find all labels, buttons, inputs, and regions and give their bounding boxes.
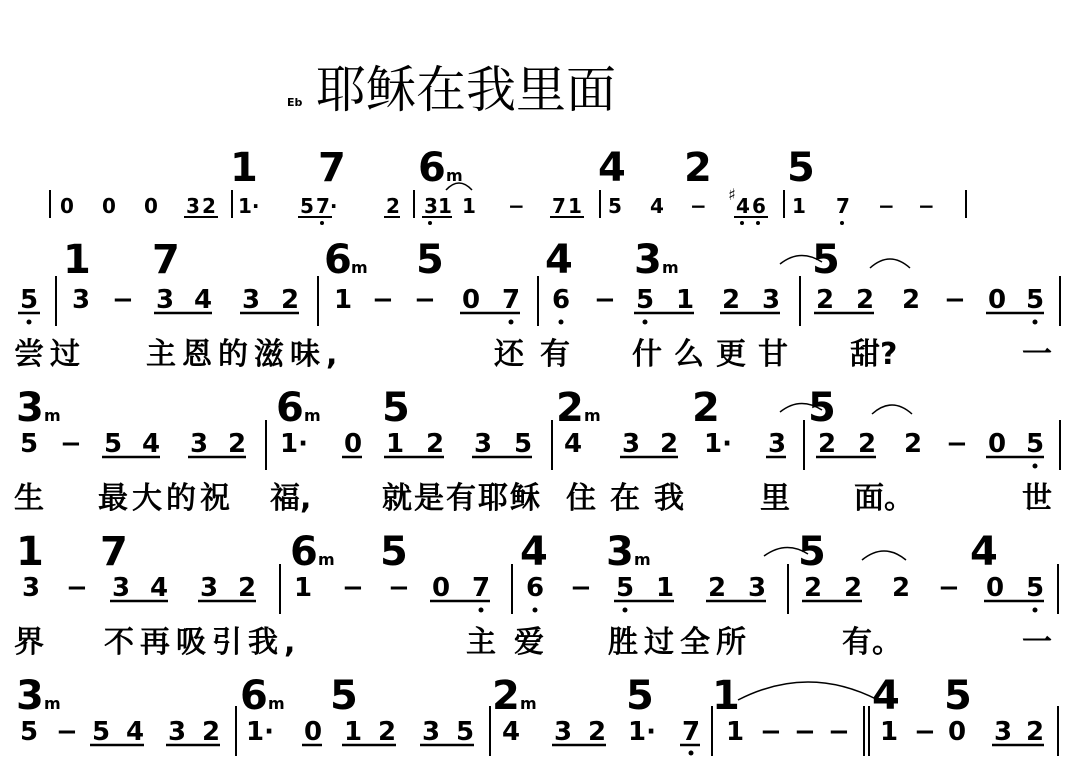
- chord-symbol: 6: [324, 237, 352, 283]
- note: 0: [60, 194, 74, 218]
- note: 1: [676, 285, 695, 315]
- note: 1: [792, 194, 806, 218]
- lyric: 最大的祝: [98, 481, 234, 516]
- note: 5: [104, 429, 123, 459]
- lyric: 界: [14, 625, 44, 660]
- chord-symbol: 7: [100, 529, 128, 575]
- note: 7: [836, 194, 850, 218]
- note: 3: [190, 429, 209, 459]
- lyric: 甜?: [850, 337, 898, 372]
- dash: −: [946, 429, 968, 459]
- note: 2: [708, 573, 727, 603]
- chord-symbol: 2: [556, 385, 584, 431]
- note: 5: [20, 285, 39, 315]
- note: 2: [386, 194, 400, 218]
- note: 5: [514, 429, 533, 459]
- note: 5: [92, 717, 111, 747]
- note: 0: [144, 194, 158, 218]
- note: 4: [650, 194, 664, 218]
- lyric: 世: [1022, 481, 1052, 516]
- dash: −: [944, 285, 966, 315]
- dash: −: [794, 717, 816, 747]
- note: 2: [660, 429, 679, 459]
- chord-quality: m: [634, 550, 651, 569]
- dash: −: [594, 285, 616, 315]
- note: 1·: [246, 717, 274, 747]
- note: 7: [552, 194, 566, 218]
- note: 2: [818, 429, 837, 459]
- octave-dot: [509, 320, 514, 325]
- dash: −: [372, 285, 394, 315]
- chord-symbol: 4: [598, 145, 626, 191]
- chord-symbol: 5: [812, 237, 840, 283]
- dash: −: [414, 285, 436, 315]
- tie: [870, 259, 910, 268]
- note: 1: [462, 194, 476, 218]
- note: 7: [682, 717, 701, 747]
- note: 0: [948, 717, 967, 747]
- octave-dot: [1033, 464, 1038, 469]
- chord-quality: m: [584, 406, 601, 425]
- chord-symbol: 1: [63, 237, 91, 283]
- note: 2: [202, 717, 221, 747]
- note-row-5: [20, 706, 1058, 756]
- system-5: [16, 673, 1058, 756]
- tie: [738, 682, 878, 700]
- lyric-row-4: [14, 625, 1052, 660]
- note: 5: [300, 194, 314, 218]
- lyric: 住在我: [566, 481, 698, 516]
- system-1: [50, 145, 966, 225]
- note: 7: [472, 573, 491, 603]
- note: 4: [150, 573, 169, 603]
- lyric: 胜过全所: [608, 625, 752, 660]
- chord-symbol: 5: [416, 237, 444, 283]
- note: 3: [748, 573, 767, 603]
- note: 0: [986, 573, 1005, 603]
- note: 3: [72, 285, 91, 315]
- chord-symbol: 4: [872, 673, 900, 719]
- dash: −: [60, 429, 82, 459]
- chord-symbol: 3: [634, 237, 662, 283]
- tie: [872, 405, 912, 414]
- note: 5: [616, 573, 635, 603]
- dash: −: [342, 573, 364, 603]
- octave-dot: [643, 320, 648, 325]
- lyric: 福,: [270, 481, 312, 516]
- lyric: 一: [1022, 337, 1052, 372]
- dash: −: [938, 573, 960, 603]
- note: 3: [762, 285, 781, 315]
- chord-symbol: 4: [545, 237, 573, 283]
- note: 1: [334, 285, 353, 315]
- lyric: 就是有耶稣: [382, 481, 542, 516]
- chord-symbol: 3: [606, 529, 634, 575]
- lyric: 一: [1022, 625, 1052, 660]
- note: 1·: [704, 429, 732, 459]
- note: 3: [424, 194, 438, 218]
- chord-quality: m: [318, 550, 335, 569]
- chord-symbol: 6: [276, 385, 304, 431]
- chord-row-4: [16, 529, 998, 575]
- note: 2: [816, 285, 835, 315]
- note: 6: [552, 285, 571, 315]
- chord-row-5: [16, 673, 972, 719]
- lyric: 还有: [494, 337, 586, 372]
- lyric-row-3: [14, 481, 1052, 516]
- dash: −: [828, 717, 850, 747]
- chord-symbol: 2: [684, 145, 712, 191]
- note: 2: [804, 573, 823, 603]
- chord-symbol: 7: [152, 237, 180, 283]
- note: 1: [386, 429, 405, 459]
- note: 3: [422, 717, 441, 747]
- lyric: 什么更甘: [632, 337, 800, 372]
- octave-dot: [27, 320, 32, 325]
- chord-symbol: 5: [798, 529, 826, 575]
- note: 2: [892, 573, 911, 603]
- octave-dot: [320, 221, 324, 225]
- dash: −: [388, 573, 410, 603]
- note: 5: [1026, 285, 1045, 315]
- octave-dot: [689, 751, 694, 756]
- note: 3: [474, 429, 493, 459]
- chord-quality: m: [520, 694, 537, 713]
- note: 0: [304, 717, 323, 747]
- note: 4: [502, 717, 521, 747]
- dash: −: [570, 573, 592, 603]
- octave-dot: [740, 221, 744, 225]
- note: 0: [988, 285, 1007, 315]
- note: 3: [112, 573, 131, 603]
- chord-row-3: [16, 385, 912, 431]
- note: 2: [426, 429, 445, 459]
- chord-symbol: 6: [290, 529, 318, 575]
- note: 6: [526, 573, 545, 603]
- note: 5: [20, 717, 39, 747]
- note: 3: [200, 573, 219, 603]
- chord-quality: m: [304, 406, 321, 425]
- note: 0: [462, 285, 481, 315]
- chord-quality: m: [662, 258, 679, 277]
- key-signature: Eb: [287, 96, 303, 109]
- note: 2: [588, 717, 607, 747]
- chord-symbol: 4: [520, 529, 548, 575]
- dash: −: [914, 717, 936, 747]
- dash: −: [112, 285, 134, 315]
- dash: −: [66, 573, 88, 603]
- note: 3: [242, 285, 261, 315]
- lyric: 里: [760, 481, 790, 516]
- note: 2: [904, 429, 923, 459]
- chord-quality: m: [44, 694, 61, 713]
- note: 5: [456, 717, 475, 747]
- note: 3: [186, 194, 200, 218]
- note: 5: [636, 285, 655, 315]
- note: 3: [768, 429, 787, 459]
- note: 7: [502, 285, 521, 315]
- note: 4: [564, 429, 583, 459]
- note: 5: [20, 429, 39, 459]
- note: 2: [281, 285, 300, 315]
- note: 2: [722, 285, 741, 315]
- octave-dot: [533, 608, 538, 613]
- note: 2: [844, 573, 863, 603]
- note: 7·: [316, 194, 338, 218]
- note: 0: [988, 429, 1007, 459]
- chord-symbol: 5: [808, 385, 836, 431]
- chord-symbol: 5: [787, 145, 815, 191]
- chord-symbol: 1: [712, 673, 740, 719]
- octave-dot: [559, 320, 564, 325]
- note: 3: [994, 717, 1013, 747]
- lyric: 生: [14, 481, 44, 516]
- note: 0: [432, 573, 451, 603]
- note: 5: [608, 194, 622, 218]
- chord-quality: m: [268, 694, 285, 713]
- note: 3: [168, 717, 187, 747]
- note: 2: [902, 285, 921, 315]
- dash: −: [56, 717, 78, 747]
- octave-dot: [840, 221, 844, 225]
- chord-symbol: 7: [318, 145, 346, 191]
- system-4: [14, 529, 1058, 660]
- chord-symbol: 5: [330, 673, 358, 719]
- chord-symbol: 6: [240, 673, 268, 719]
- lyric: 主恩的滋味,: [146, 337, 344, 372]
- chord-symbol: 5: [382, 385, 410, 431]
- sharp: ♯: [728, 185, 736, 204]
- note: 1·: [238, 194, 260, 218]
- chord-symbol: 1: [16, 529, 44, 575]
- chord-quality: m: [44, 406, 61, 425]
- chord-symbol: 5: [944, 673, 972, 719]
- chord-symbol: 1: [230, 145, 258, 191]
- title-block: [287, 61, 616, 119]
- octave-dot: [1033, 608, 1038, 613]
- lyric: 不再吸引我,: [104, 625, 302, 660]
- song-title: 耶稣在我里面: [316, 61, 616, 119]
- octave-dot: [1033, 320, 1038, 325]
- chord-symbol: 5: [626, 673, 654, 719]
- note: 0: [102, 194, 116, 218]
- chord-symbol: 4: [970, 529, 998, 575]
- note: 1: [880, 717, 899, 747]
- dash: −: [508, 194, 525, 218]
- octave-dot: [756, 221, 760, 225]
- lyric: 有。: [842, 625, 902, 660]
- chord-symbol: 3: [16, 673, 44, 719]
- note-row-2: [18, 276, 1060, 326]
- note: 5: [1026, 429, 1045, 459]
- note: 1: [656, 573, 675, 603]
- chord-symbol: 5: [380, 529, 408, 575]
- lyric: 面。: [854, 481, 914, 516]
- chord-row-2: [63, 237, 910, 283]
- dash: −: [690, 194, 707, 218]
- note: 1: [726, 717, 745, 747]
- note: 0: [344, 429, 363, 459]
- note: 1: [294, 573, 313, 603]
- note: 2: [1026, 717, 1045, 747]
- chord-symbol: 6: [418, 145, 446, 191]
- note: 5: [1026, 573, 1045, 603]
- note: 1: [438, 194, 452, 218]
- lyric-row-2: [14, 337, 1052, 372]
- system-3: [14, 385, 1060, 516]
- note: 2: [856, 285, 875, 315]
- note: 2: [202, 194, 216, 218]
- chord-symbol: 2: [692, 385, 720, 431]
- system-2: [14, 237, 1060, 372]
- note: 2: [228, 429, 247, 459]
- note-row-1: [50, 183, 966, 225]
- octave-dot: [479, 608, 484, 613]
- note: 2: [378, 717, 397, 747]
- note: 1·: [280, 429, 308, 459]
- note: 3: [554, 717, 573, 747]
- note: 4: [126, 717, 145, 747]
- note: 3: [622, 429, 641, 459]
- octave-dot: [623, 608, 628, 613]
- note: 1: [344, 717, 363, 747]
- chord-quality: m: [351, 258, 368, 277]
- tie: [862, 551, 906, 560]
- dash: −: [760, 717, 782, 747]
- note-row-3: [20, 420, 1060, 470]
- note: 1: [568, 194, 582, 218]
- note: 4: [194, 285, 213, 315]
- lyric: 尝过: [14, 337, 86, 372]
- lyric: 主爱: [466, 625, 562, 660]
- octave-dot: [428, 221, 432, 225]
- dash: −: [918, 194, 935, 218]
- note: 2: [238, 573, 257, 603]
- chord-quality: m: [446, 166, 463, 185]
- dash: −: [878, 194, 895, 218]
- chord-symbol: 3: [16, 385, 44, 431]
- chord-symbol: 2: [492, 673, 520, 719]
- note: 4: [142, 429, 161, 459]
- note: 2: [858, 429, 877, 459]
- note: 3: [22, 573, 41, 603]
- note: 6: [752, 194, 766, 218]
- note: 1·: [628, 717, 656, 747]
- note: 4: [736, 194, 750, 218]
- note: 3: [156, 285, 175, 315]
